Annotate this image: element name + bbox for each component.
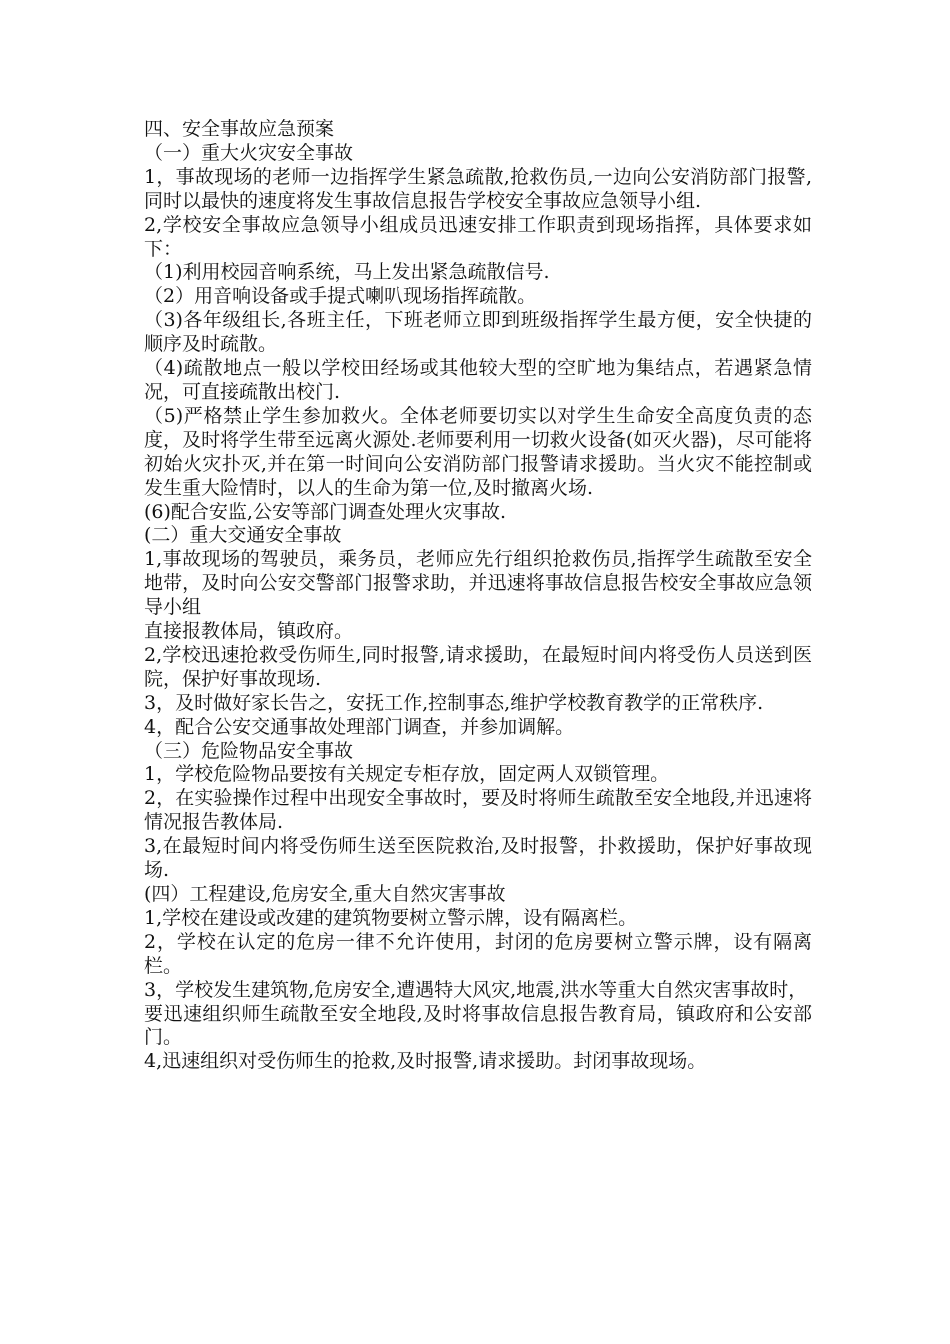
paragraph: 3，学校发生建筑物,危房安全,遭遇特大风灾,地震,洪水等重大自然灾害事故时， [144, 978, 808, 1001]
paragraph: 2，学校在认定的危房一律不允许使用，封闭的危房要树立警示牌，设有隔离栏。 [144, 930, 812, 977]
list-item: （1)利用校园音响系统，马上发出紧急疏散信号. [144, 261, 550, 284]
paragraph: 2,学校迅速抢救受伤师生,同时报警,请求援助，在最短时间内将受伤人员送到医院，保护好事故现场. [144, 643, 812, 690]
list-item: （4)疏散地点一般以学校田经场或其他较大型的空旷地为集结点，若遇紧急情况，可直接疏散出校门. [144, 357, 812, 403]
document-body [144, 118, 812, 1074]
list-item: (6)配合安监,公安等部门调查处理火灾事故. [144, 500, 506, 523]
paragraph: 4,迅速组织对受伤师生的抢救,及时报警,请求援助。封闭事故现场。 [144, 1050, 707, 1073]
paragraph: 1,学校在建设或改建的建筑物要树立警示牌，设有隔离栏。 [144, 906, 638, 929]
subsection-heading-hazardous: （三）危险物品安全事故 [144, 739, 354, 762]
subsection-heading-fire: （一）重大火灾安全事故 [144, 141, 354, 164]
paragraph: 1,事故现场的驾驶员，乘务员，老师应先行组织抢救伤员,指挥学生疏散至安全地带，及时向公安交警部门报警求助，并迅速将事故信息报告校安全事故应急领导小组 [144, 548, 812, 619]
paragraph: 直接报教体局，镇政府。 [144, 620, 354, 643]
list-item: （2）用音响设备或手提式喇叭现场指挥疏散。 [144, 285, 537, 308]
paragraph: 3，及时做好家长告之，安抚工作,控制事态,维护学校教育教学的正常秩序. [144, 691, 764, 714]
list-item: （5)严格禁止学生参加救火。全体老师要切实以对学生生命安全高度负责的态度，及时将学生带至远离火源处.老师要利用一切救火设备(如灭火器)，尽可能将初始火灾扑灭,并在第一时间向公安消防部门报警请求援助。当火灾不能控制或发生重大险情时，以人的生命为第一位,及时撤离火场. [144, 404, 812, 499]
paragraph: 4，配合公安交通事故处理部门调查，并参加调解。 [144, 715, 575, 738]
paragraph: 1，事故现场的老师一边指挥学生紧急疏散,抢救伤员,一边向公安消防部门报警,同时以最快的速度将发生事故信息报告学校安全事故应急领导小组. [144, 165, 812, 212]
paragraph: 要迅速组织师生疏散至安全地段,及时将事故信息报告教育局，镇政府和公安部门。 [144, 1002, 812, 1049]
paragraph: 2,学校安全事故应急领导小组成员迅速安排工作职责到现场指挥，具体要求如下： [144, 213, 812, 260]
paragraph: 3,在最短时间内将受伤师生送至医院救治,及时报警，扑救援助，保护好事故现场. [144, 835, 812, 882]
paragraph: 2，在实验操作过程中出现安全事故时，要及时将师生疏散至安全地段,并迅速将情况报告教体局. [144, 787, 812, 834]
subsection-heading-traffic: (二）重大交通安全事故 [144, 524, 342, 547]
list-item: （3)各年级组长,各班主任，下班老师立即到班级指挥学生最方便，安全快捷的顺序及时疏散。 [144, 309, 812, 356]
section-heading: 四、安全事故应急预案 [144, 118, 335, 140]
subsection-heading-construction: (四）工程建设,危房安全,重大自然灾害事故 [144, 883, 506, 905]
paragraph: 1，学校危险物品要按有关规定专柜存放，固定两人双锁管理。 [144, 763, 670, 786]
